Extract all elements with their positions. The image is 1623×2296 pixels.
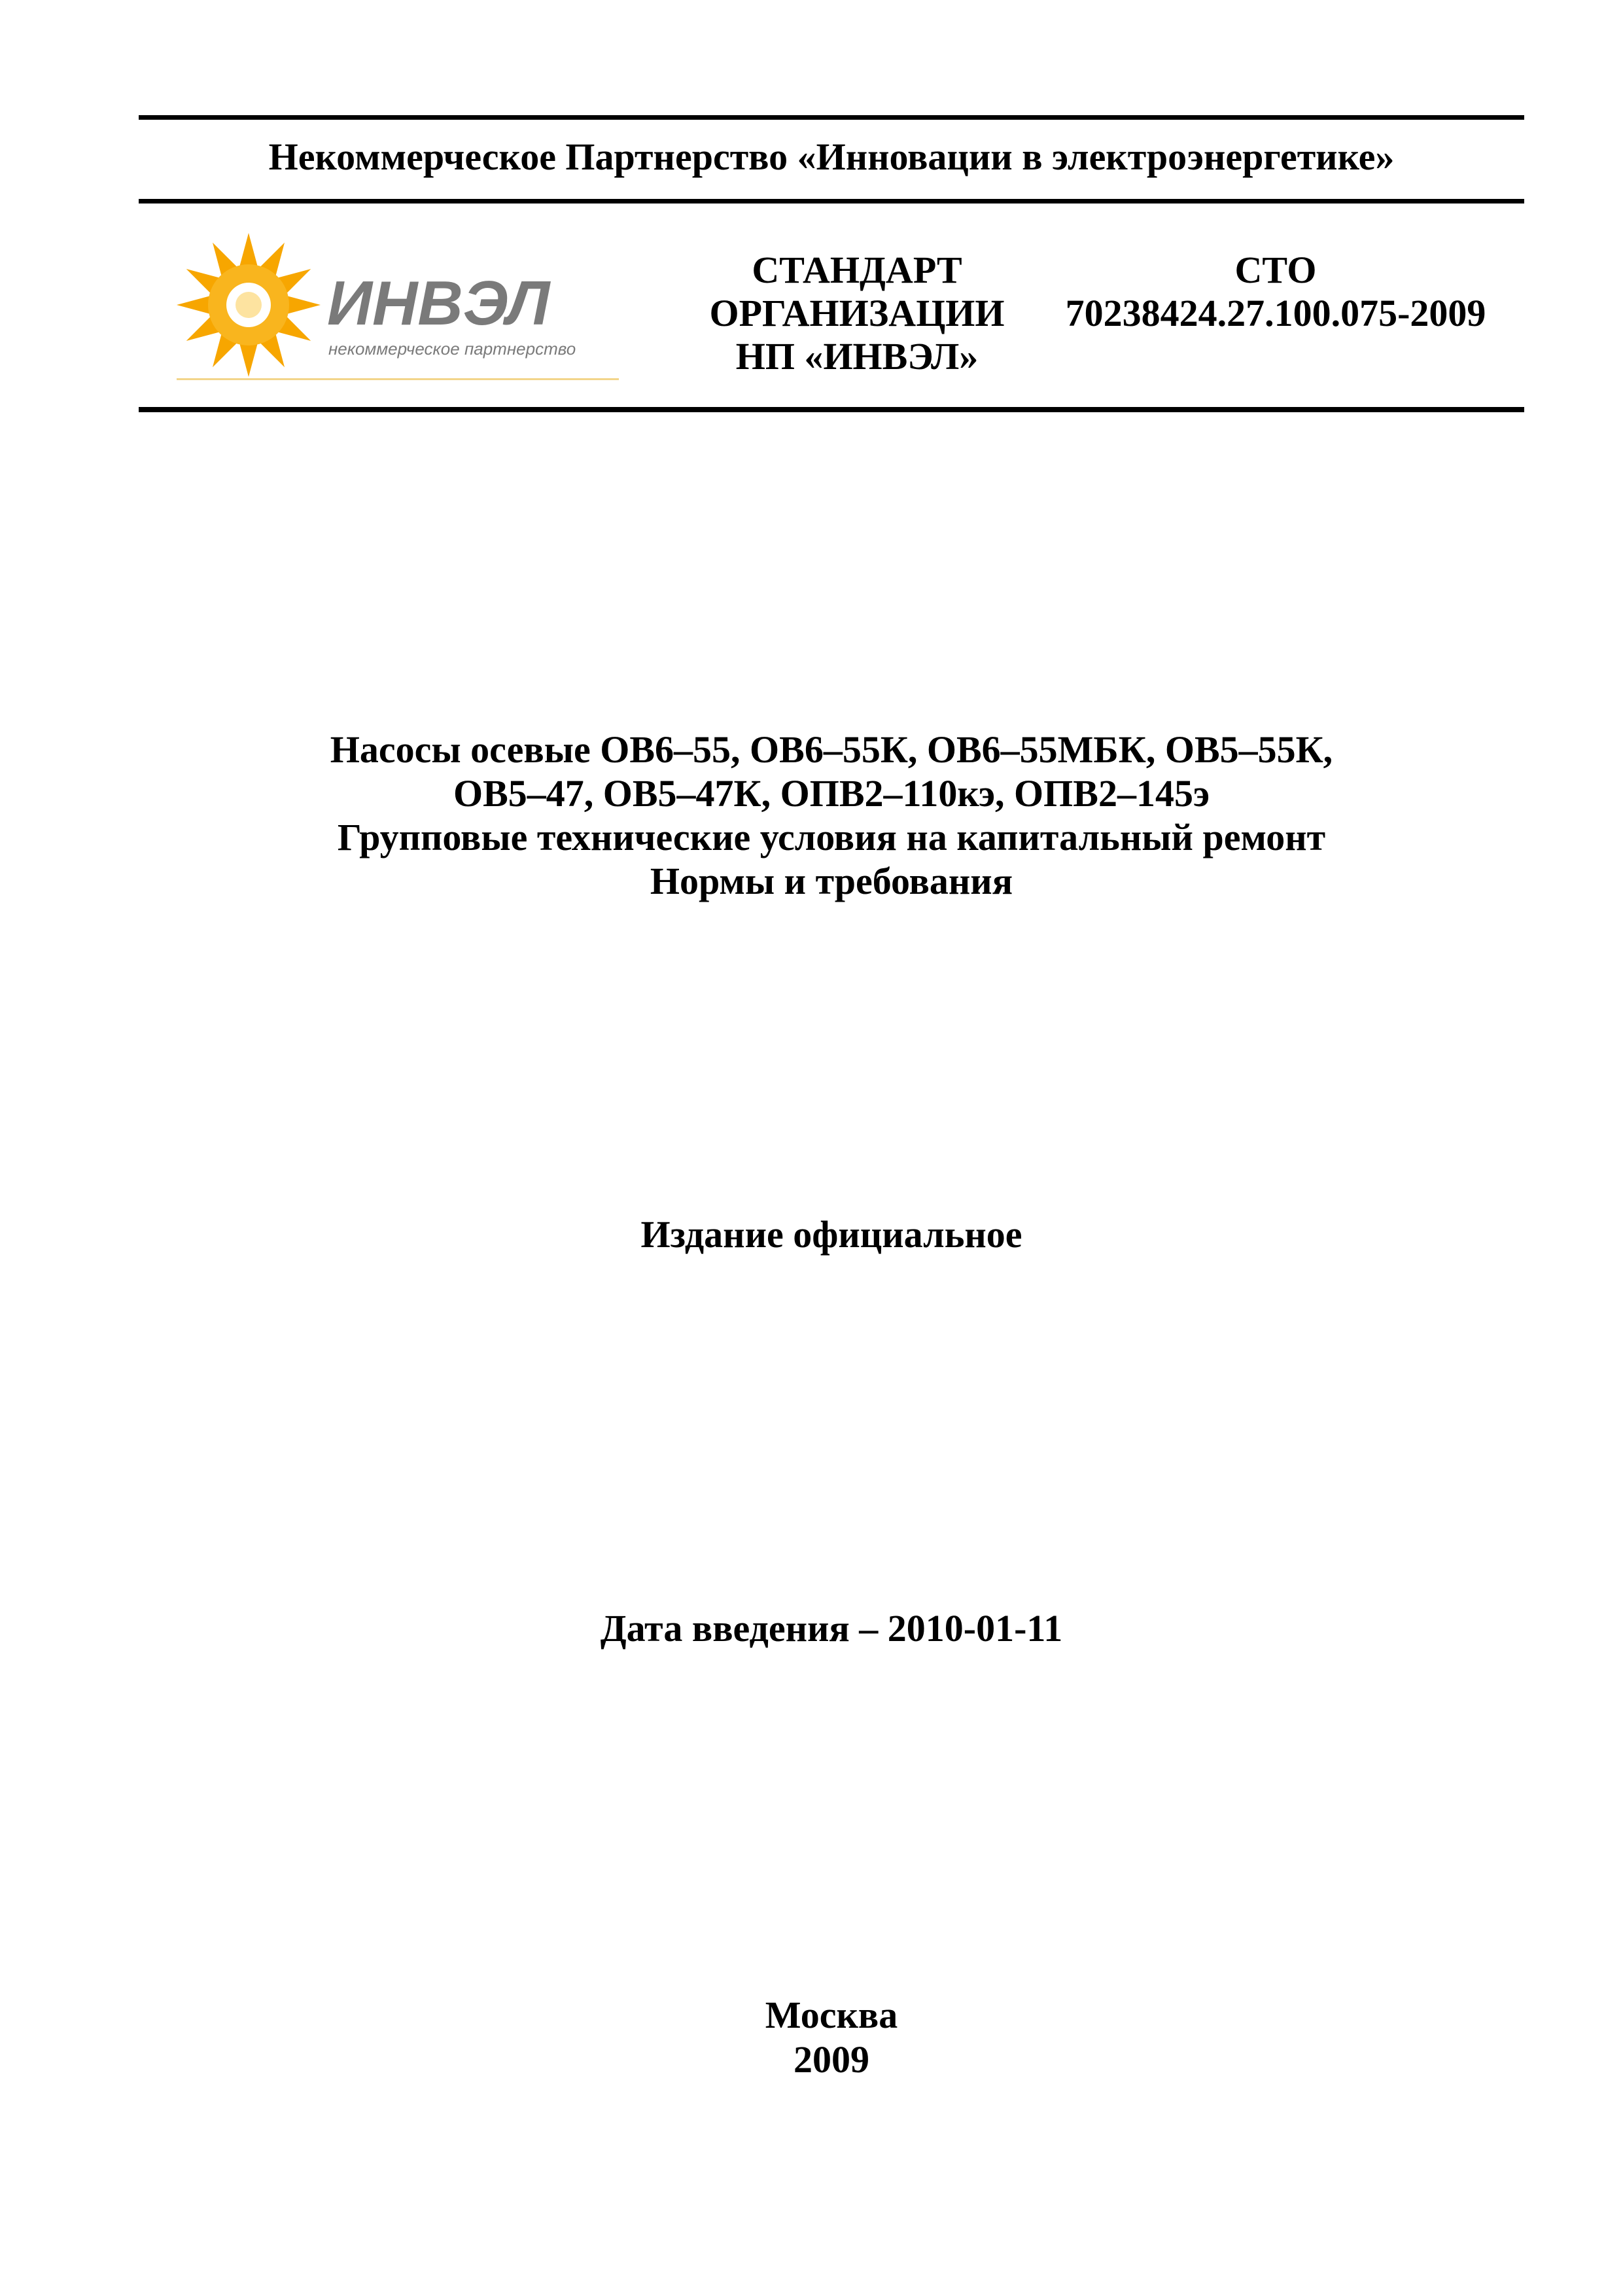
year: 2009: [794, 2038, 869, 2081]
title-line: ОВ5–47, ОВ5–47К, ОПВ2–110кэ, ОПВ2–145э: [453, 772, 1210, 815]
document-title: [139, 728, 1524, 903]
title-line: Насосы осевые ОВ6–55, ОВ6–55К, ОВ6–55МБК, ОВ5–55К,: [330, 728, 1333, 771]
organization-name: Некоммерческое Партнерство «Инновации в электроэнергетике»: [268, 135, 1395, 178]
top-rule: [139, 115, 1524, 120]
middle-rule: [139, 199, 1524, 203]
standard-line: СТАНДАРТ: [752, 249, 962, 291]
city: Москва: [765, 1994, 898, 2036]
logo-tagline: некоммерческое партнерство: [328, 339, 576, 359]
invel-logo: [177, 226, 619, 383]
effective-date: Дата введения – 2010-01-11: [600, 1607, 1063, 1650]
logo-wordmark: ИНВЭЛ: [327, 268, 550, 338]
title-line: Нормы и требования: [650, 860, 1013, 902]
bottom-rule: [139, 407, 1524, 412]
title-line: Групповые технические условия на капитальный ремонт: [337, 816, 1326, 858]
standard-line: ОРГАНИЗАЦИИ: [709, 292, 1005, 334]
logo-underline: [177, 378, 619, 380]
standard-code-number: 70238424.27.100.075-2009: [1065, 292, 1486, 334]
edition-label: Издание официальное: [640, 1213, 1022, 1256]
place-and-year: [139, 1993, 1524, 2082]
sun-icon: [177, 233, 321, 377]
standard-code: [1021, 249, 1531, 335]
standard-type: [680, 249, 1034, 378]
standard-line: НП «ИНВЭЛ»: [735, 335, 979, 378]
standard-code-prefix: СТО: [1234, 249, 1317, 291]
